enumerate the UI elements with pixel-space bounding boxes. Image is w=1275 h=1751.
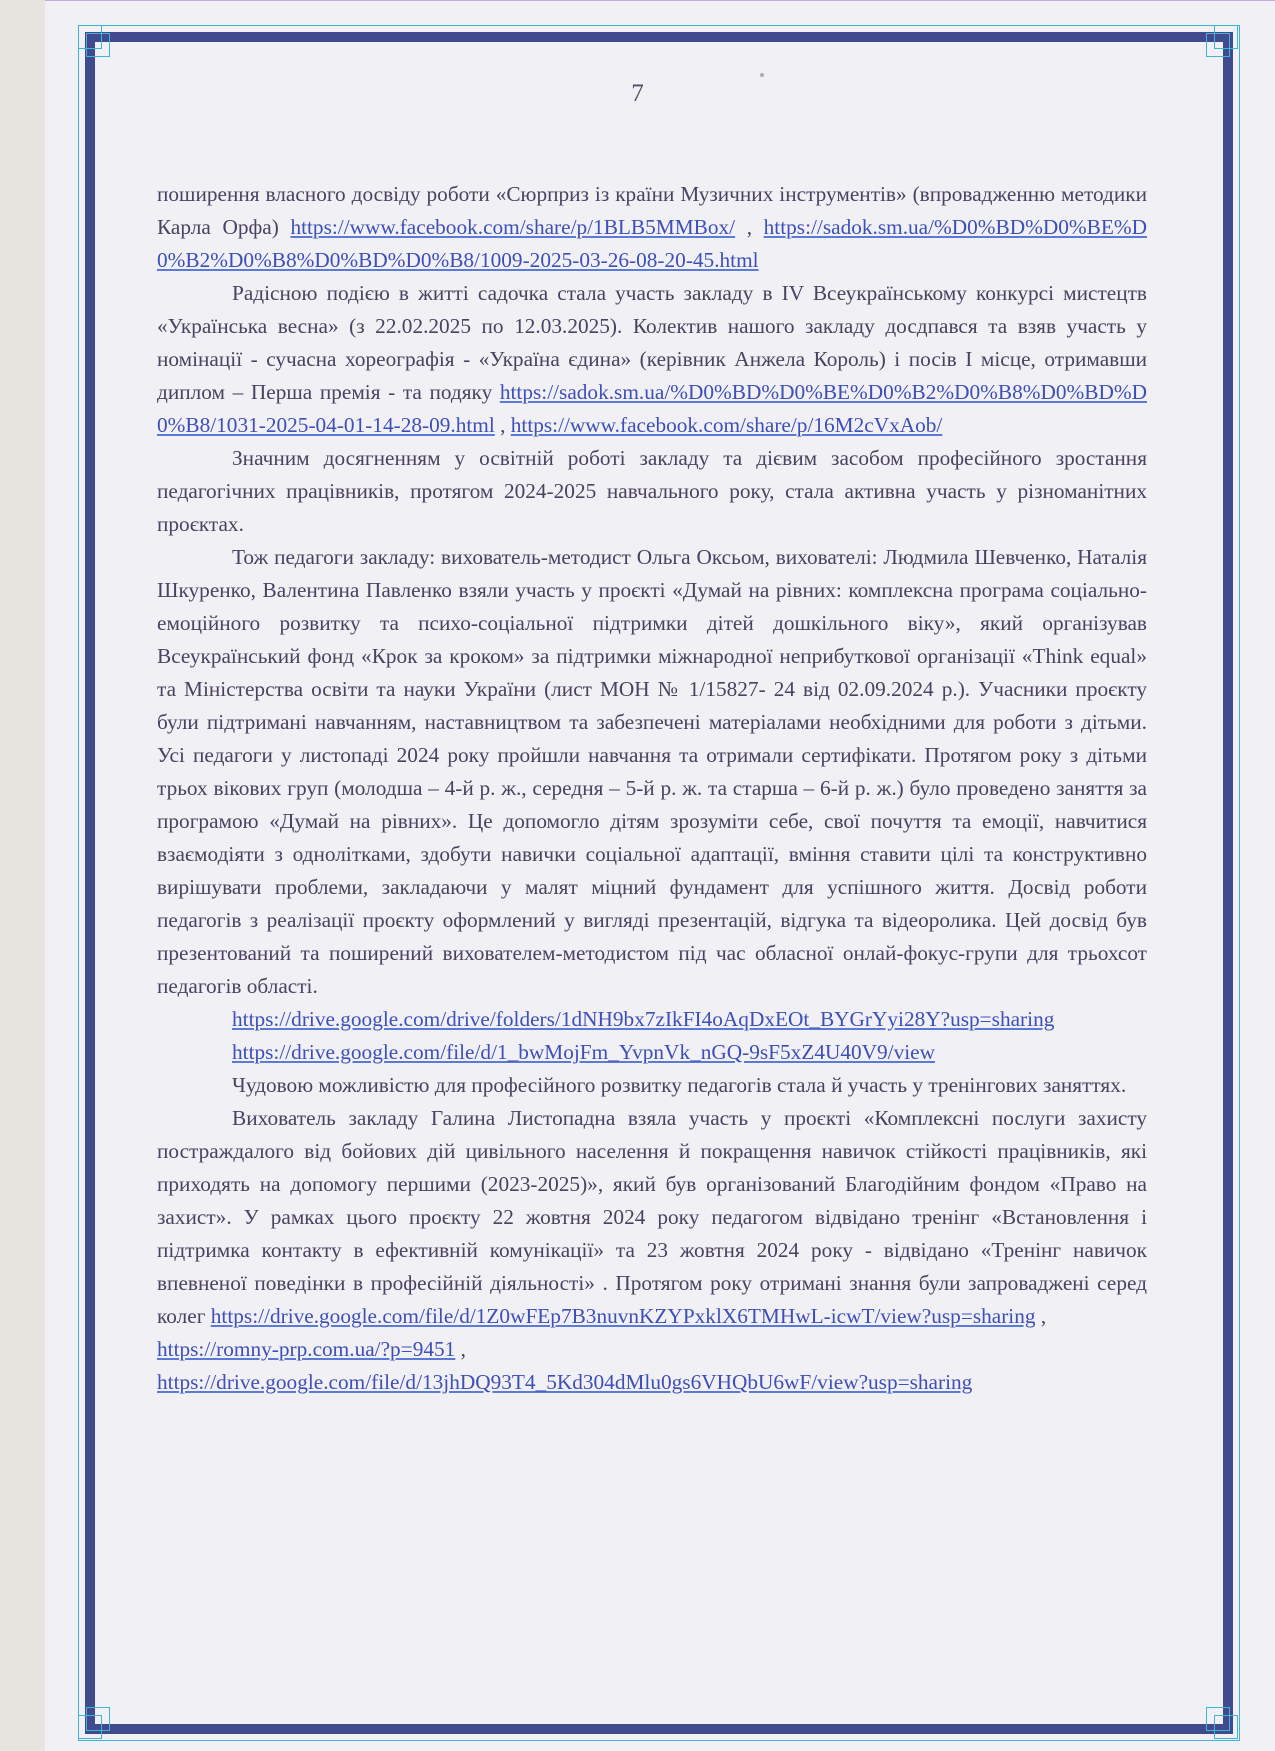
sadok-news-link[interactable]: https://sadok.sm.ua/%D0%BD%D0%BE%D0%B2%D0%B8%D0%BD%D0%B8/1031-2025-04-01-14-28-09.html: [157, 380, 1147, 437]
facebook-link[interactable]: https://www.facebook.com/share/p/1BLB5MMBox/: [290, 215, 736, 239]
paragraph-trainings-intro: Чудовою можливістю для професійного розвитку педагогів стала й участь у тренінгових заняттях.: [232, 1073, 1127, 1097]
paragraph-text: Вихователь закладу Галина Листопадна взяла участь у проєкті «Комплексні послуги захисту постраждалого від бойових дій цивільного населення й покращення навичок стійкості працівників, які приходять на допомогу першими (2023-2025)», який був організований Благодійним фондом «Право на захист». У рамках цього проєкту 22 жовтня 2024 року педагогом відвідано тренінг «Встановлення і підтримка контакту в ефективній комунікації» та 23 жовтня 2024 року - відвідано «Тренінг навичок впевненої поведінки в професійній діяльності» . Протягом року отримані знання були запроваджені серед колег: [157, 1106, 1147, 1328]
paragraph-text: Радісною подією в житті садочка стала участь закладу в IV Всеукраїнському конкурсі мистецтв «Українська весна» (з 22.02.2025 по 12.03.2025). Колектив нашого закладу досдпався та взяв участь у номінації - сучасна хореографія - «Україна єдина» (керівник Анжела Король) і посів І місце, отримавши диплом – Перша премія - та подяку: [157, 281, 1147, 404]
separator: ,: [455, 1337, 466, 1361]
paragraph-right-to-protection: [157, 1102, 1147, 1333]
scan-margin: [0, 0, 45, 1750]
separator: ,: [1035, 1304, 1047, 1328]
page-number: 7: [631, 80, 644, 107]
paragraph-text: поширення власного досвіду роботи «Сюрприз із країни Музичних інструментів» (впровадженню методики Карла Орфа): [157, 182, 1147, 239]
romny-prp-link[interactable]: https://romny-prp.com.ua/?p=9451: [157, 1337, 456, 1361]
drive-file-link[interactable]: https://drive.google.com/file/d/1Z0wFEp7B3nuvnKZYPxklX6TMHwL-icwT/view?usp=sharing: [210, 1304, 1036, 1328]
document-body: [157, 178, 1147, 1399]
sadok-news-link[interactable]: https://sadok.sm.ua/%D0%BD%D0%BE%D0%B2%D0%B8%D0%BD%D0%B8/1009-2025-03-26-08-20-45.html: [157, 215, 1147, 272]
drive-links-block: [157, 1003, 1147, 1036]
separator: ,: [494, 413, 511, 437]
drive-links-block: [157, 1036, 1147, 1069]
indent-spacer: [157, 1007, 232, 1031]
paragraph-projects-intro: Значним досягненням у освітній роботі закладу та дієвим засобом професійного зростання педагогічних працівників, протягом 2024-2025 навчального року, стала активна участь у різноманітних проєктах.: [157, 446, 1147, 536]
paragraph-think-equal-project: Тож педагоги закладу: вихователь-методист Ольга Оксьом, вихователі: Людмила Шевченко, Наталія Шкуренко, Валентина Павленко взяли участь у проєкті «Думай на рівних: комплексна програма соціально-емоційного розвитку та психо-соціальної підтримки дітей дошкільного віку», який організував Всеукраїнський фонд «Крок за кроком» за підтримки міжнародної неприбуткової організації «Think equal» та Міністерства освіти та науки України (лист МОН № 1/15827- 24 від 02.09.2024 р.). Учасники проєкту були підтримані навчанням, наставництвом та забезпечені матеріалами необхідними для роботи з дітьми. Усі педагоги у листопаді 2024 року пройшли навчання та отримали сертифікати. Протягом року з дітьми трьох вікових груп (молодша – 4-й р. ж., середня – 5-й р. ж. та старша – 6-й р. ж.) було проведено заняття за програмою «Думай на рівних». Це допомогло дітям зрозуміти себе, свої почуття та емоції, навчитися взаємодіяти з однолітками, здобути навички соціальної адаптації, вміння ставити цілі та конструктивно вирішувати проблеми, закладаючи у малят міцний фундамент для успішного життя. Досвід роботи педагогів з реалізації проєкту оформлений у вигляді презентацій, відгука та відеоролика. Цей досвід був презентований та поширений вихователем-методистом під час обласної онлай-фокус-групи для трьохсот педагогів області.: [157, 545, 1147, 998]
facebook-link[interactable]: https://www.facebook.com/share/p/16M2cVxAob/: [510, 413, 943, 437]
drive-file-link[interactable]: https://drive.google.com/file/d/13jhDQ93T4_5Kd304dMlu0gs6VHQbU6wF/view?usp=sharing: [157, 1370, 973, 1394]
border-corner-ornament: [1206, 33, 1230, 57]
paragraph-ukrainian-spring: [157, 277, 1147, 442]
links-line: [157, 1366, 1147, 1399]
links-line: [157, 1333, 1147, 1366]
separator: ,: [735, 215, 764, 239]
paragraph-music-experience: [157, 178, 1147, 277]
border-corner-ornament: [86, 33, 110, 57]
drive-folder-link[interactable]: https://drive.google.com/drive/folders/1dNH9bx7zIkFI4oAqDxEOt_BYGrYyi28Y?usp=sharing: [232, 1007, 1055, 1031]
border-corner-ornament: [86, 1707, 110, 1731]
border-corner-ornament: [1206, 1707, 1230, 1731]
scan-speck: [760, 73, 764, 77]
drive-file-link[interactable]: https://drive.google.com/file/d/1_bwMojFm_YvpnVk_nGQ-9sF5xZ4U40V9/view: [232, 1040, 935, 1064]
